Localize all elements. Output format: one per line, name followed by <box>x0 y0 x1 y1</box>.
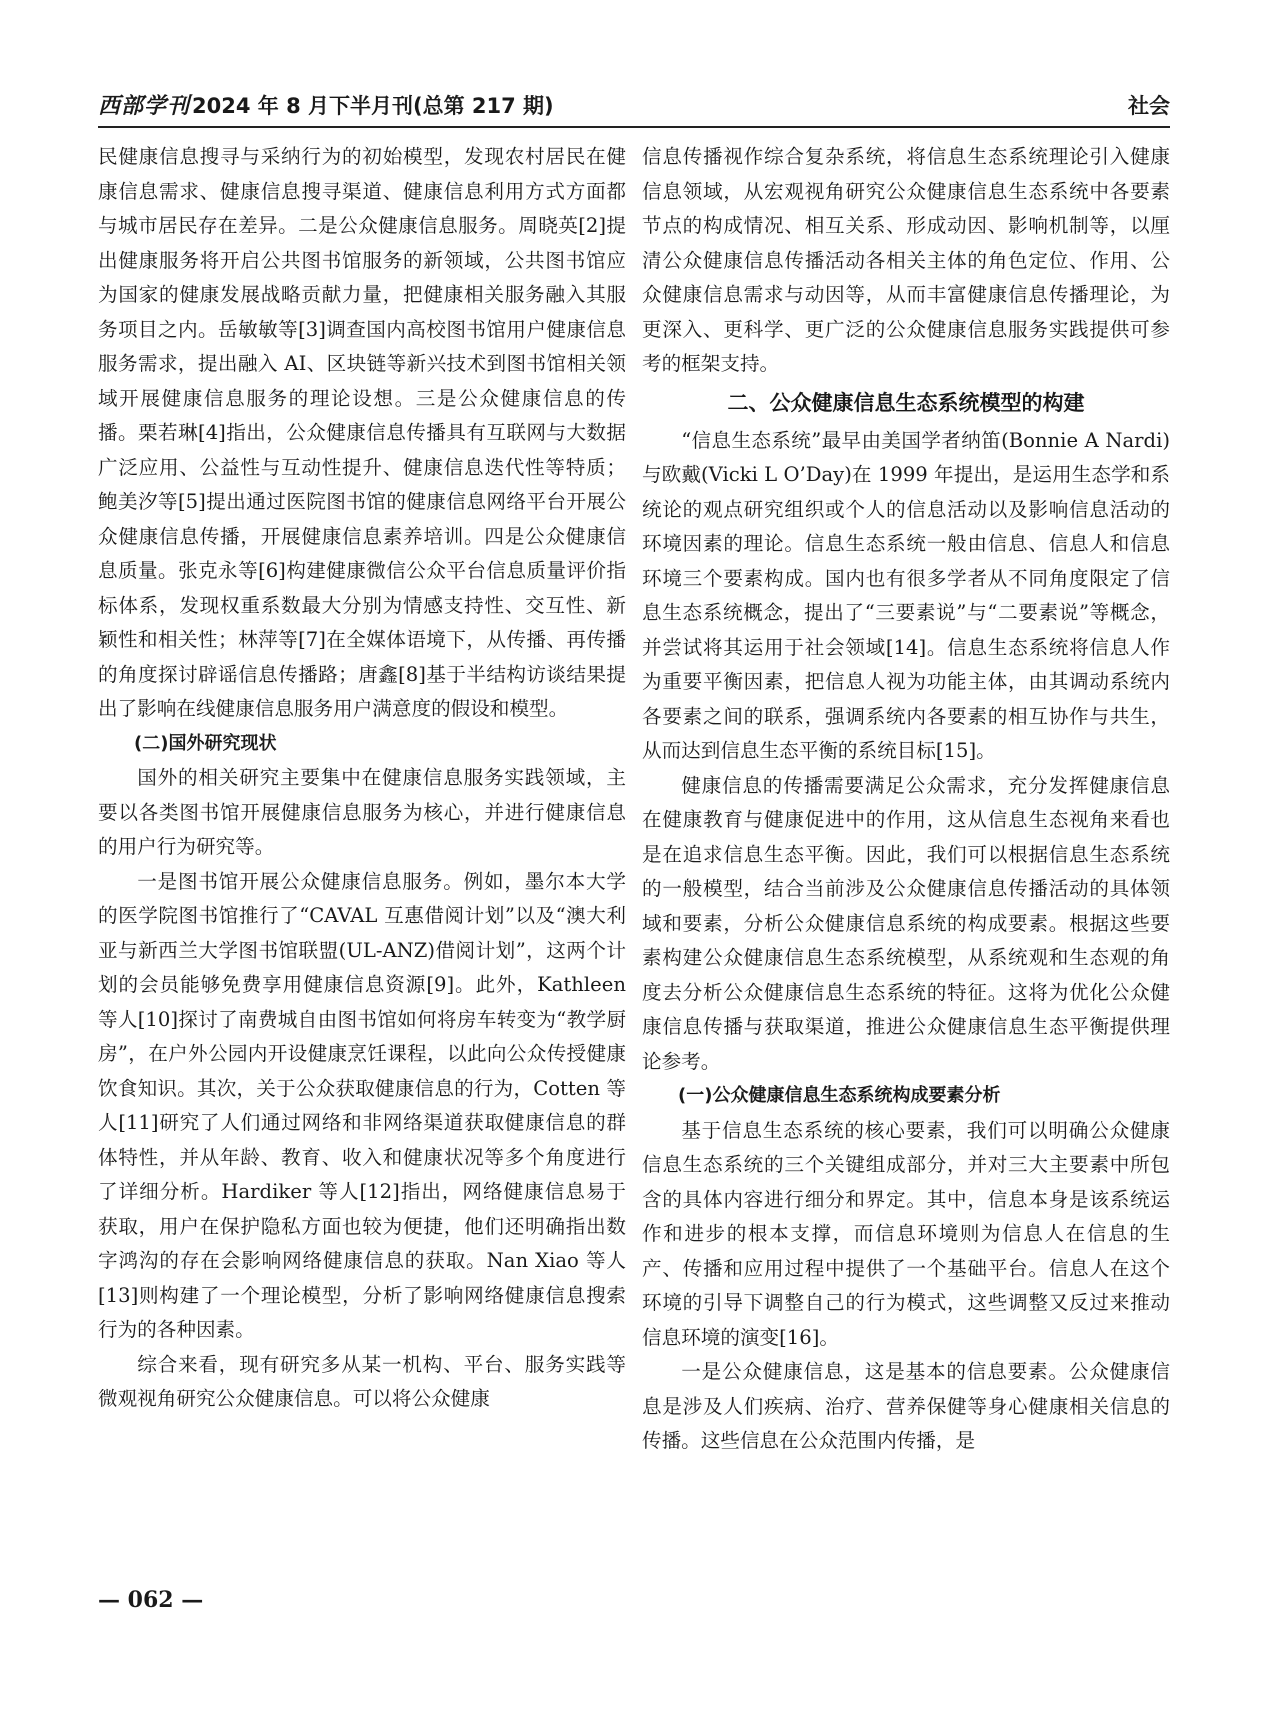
paragraph: 综合来看，现有研究多从某一机构、平台、服务实践等微观视角研究公众健康信息。可以将公众健康 <box>98 1352 626 1410</box>
running-header <box>98 84 1170 128</box>
paragraph: 一是公众健康信息，这是基本的信息要素。公众健康信息是涉及人们疾病、治疗、营养保健等身心健康相关信息的传播。这些信息在公众范围内传播，是 <box>642 1360 1170 1452</box>
paragraph: 一是图书馆开展公众健康信息服务。例如，墨尔本大学的医学院图书馆推行了“CAVAL 互惠借阅计划”以及“澳大利亚与新西兰大学图书馆联盟(UL-ANZ)借阅计划”，这两个计划的会员能够免费享用健康信息资源[9]。此外，Kathleen 等人[10]探讨了南费城自由图书馆如何将房车转变为“教学厨房”，在户外公园内开设健康烹饪课程，以此向公众传授健康饮食知识。其次，关于公众获取健康信息的行为，Cotten 等人[11]研究了人们通过网络和非网络渠道获取健康信息的群体特性，并从年龄、教育、收入和健康状况等多个角度进行了详细分析。Hardiker 等人[12]指出，网络健康信息易于获取，用户在保护隐私方面也较为便捷，他们还明确指出数字鸿沟的存在会影响网络健康信息的获取。Nan Xiao 等人[13]则构建了一个理论模型，分析了影响网络健康信息搜索行为的各种因素。 <box>98 869 626 1341</box>
paragraph: 健康信息的传播需要满足公众需求，充分发挥健康信息在健康教育与健康促进中的作用，这从信息生态视角来看也是在追求信息生态平衡。因此，我们可以根据信息生态系统的一般模型，结合当前涉及公众健康信息传播活动的具体领域和要素，分析公众健康信息系统的构成要素。根据这些要素构建公众健康信息生态系统模型，从系统观和生态观的角度去分析公众健康信息生态系统的特征。这将为优化公众健康信息传播与获取渠道，推进公众健康信息生态平衡提供理论参考。 <box>642 773 1170 1073</box>
page-number: — 062 — <box>98 1587 204 1613</box>
paragraph: 信息传播视作综合复杂系统，将信息生态系统理论引入健康信息领域，从宏观视角研究公众健康信息生态系统中各要素节点的构成情况、相互关系、形成动因、影响机制等，以厘清公众健康信息传播活动各相关主体的角色定位、作用、公众健康信息需求与动因等，从而丰富健康信息传播理论，为更深入、更科学、更广泛的公众健康信息服务实践提供可参考的框架支持。 <box>642 145 1170 375</box>
section-label: 社会 <box>1128 94 1170 118</box>
paragraph: 基于信息生态系统的核心要素，我们可以明确公众健康信息生态系统的三个关键组成部分，并对三大主要素中所包含的具体内容进行细分和界定。其中，信息本身是该系统运作和进步的根本支撑，而信息环境则为信息人在信息的生产、传播和应用过程中提供了一个基础平台。信息人在这个环境的引导下调整自己的行为模式，这些调整又反过来推动信息环境的演变[16]。 <box>642 1118 1170 1349</box>
section-heading: 二、公众健康信息生态系统模型的构建 <box>727 390 1085 415</box>
left-column <box>98 140 626 1417</box>
paragraph: “信息生态系统”最早由美国学者纳笛(Bonnie A Nardi)与欧戴(Vicki L O’Day)在 1999 年提出，是运用生态学和系统论的观点研究组织或个人的信息活动以及影响信息活动的环境因素的理论。信息生态系统一般由信息、信息人和信息环境三个要素构成。国内也有很多学者从不同角度限定了信息生态系统概念，提出了“三要素说”与“二要素说”等概念，并尝试将其运用于社会领域[14]。信息生态系统将信息人作为重要平衡因素，把信息人视为功能主体，由其调动系统内各要素之间的联系，强调系统内各要素的相互协作与共生，从而达到信息生态平衡的系统目标[15]。 <box>642 428 1170 762</box>
paragraph: 国外的相关研究主要集中在健康信息服务实践领域，主要以各类图书馆开展健康信息服务为核心，并进行健康信息的用户行为研究等。 <box>98 766 626 858</box>
header-left <box>98 89 554 120</box>
paragraph: 民健康信息搜寻与采纳行为的初始模型，发现农村居民在健康信息需求、健康信息搜寻渠道、健康信息利用方式方面都与城市居民存在差异。二是公众健康信息服务。周晓英[2]提出健康服务将开启公共图书馆服务的新领域，公共图书馆应为国家的健康发展战略贡献力量，把健康相关服务融入其服务项目之内。岳敏敏等[3]调查国内高校图书馆用户健康信息服务需求，提出融入 AI、区块链等新兴技术到图书馆相关领域开展健康信息服务的理论设想。三是公众健康信息的传播。栗若琳[4]指出，公众健康信息传播具有互联网与大数据广泛应用、公益性与互动性提升、健康信息迭代性等特质；鲍美汐等[5]提出通过医院图书馆的健康信息网络平台开展公众健康信息传播，开展健康信息素养培训。四是公众健康信息质量。张克永等[6]构建健康微信公众平台信息质量评价指标体系，发现权重系数最大分别为情感支持性、交互性、新颖性和相关性；林萍等[7]在全媒体语境下，从传播、再传播的角度探讨辟谣信息传播路；唐鑫[8]基于半结构访谈结果提出了影响在线健康信息服务用户满意度的假设和模型。 <box>98 145 626 720</box>
journal-logo: 西部学刊 <box>98 93 191 119</box>
issue-info: 2024 年 8 月下半月刊(总第 217 期) <box>192 94 554 118</box>
subsection-heading: (一)公众健康信息生态系统构成要素分析 <box>678 1085 1001 1106</box>
right-column <box>642 140 1170 1459</box>
subsection-heading: (二)国外研究现状 <box>134 732 277 754</box>
